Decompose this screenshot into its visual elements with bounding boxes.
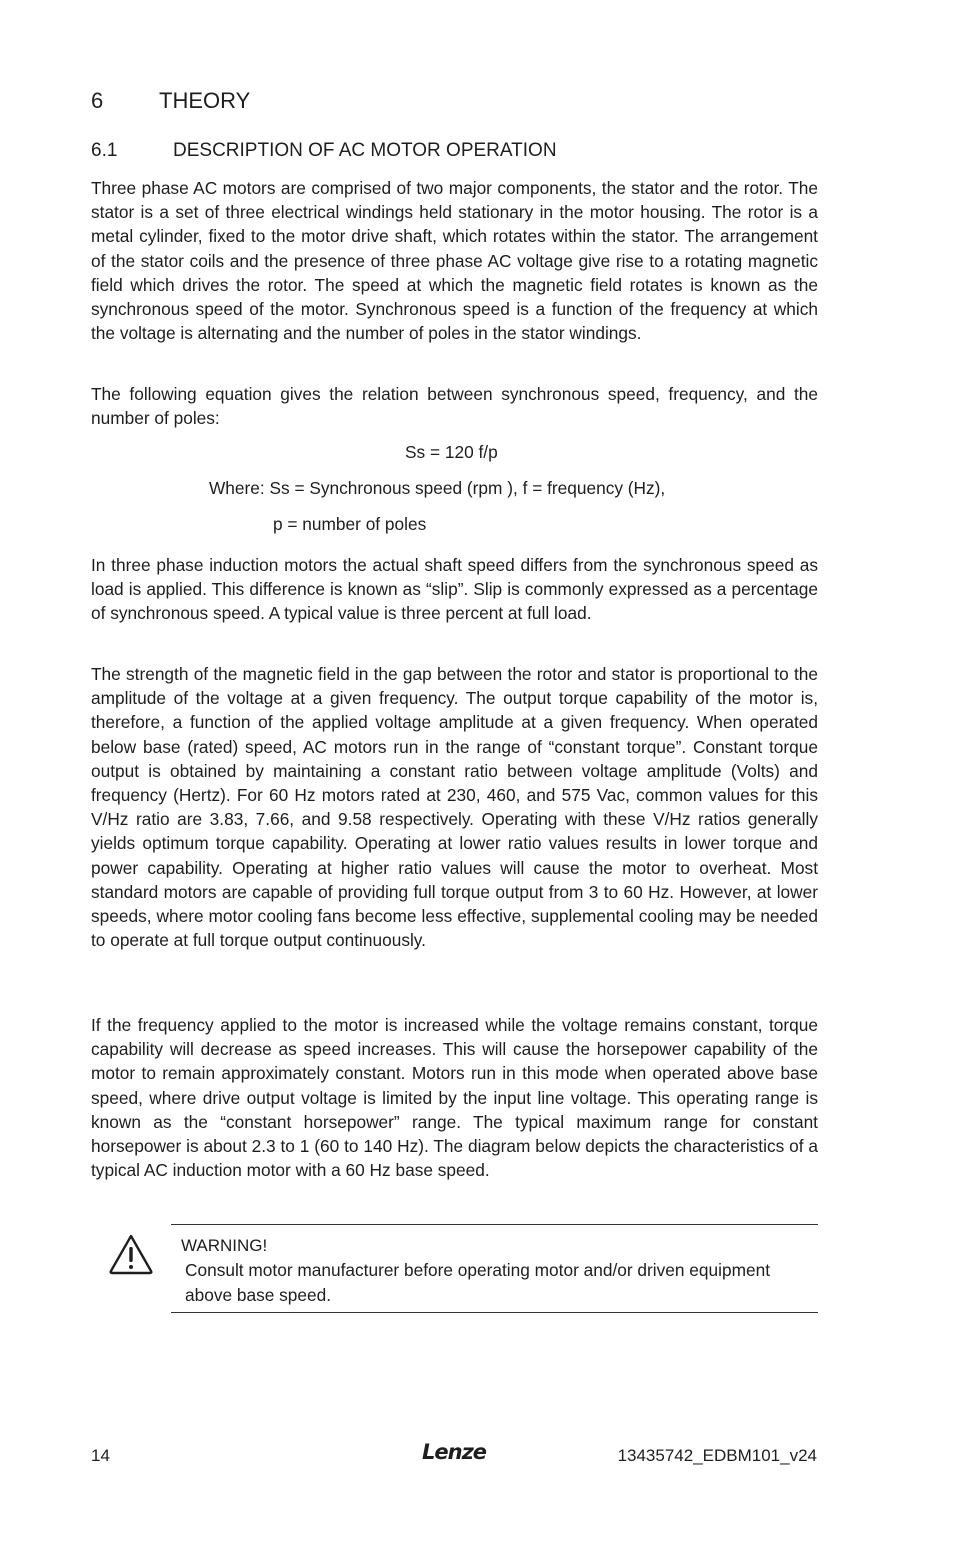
- section-title: THEORY: [159, 88, 251, 113]
- paragraph-equation-intro: The following equation gives the relation between synchronous speed, frequency, and the number of poles:: [91, 384, 818, 429]
- subsection-title: DESCRIPTION OF AC MOTOR OPERATION: [173, 140, 557, 161]
- warning-triangle-icon: [108, 1233, 154, 1275]
- section-heading: [91, 88, 250, 114]
- subsection-number: 6.1: [91, 140, 118, 161]
- equation-formula: Ss = 120 f/p: [405, 442, 498, 462]
- subsection-heading: [91, 140, 557, 162]
- warning-title: WARNING!: [181, 1236, 268, 1255]
- document-id: 13435742_EDBM101_v24: [617, 1446, 817, 1465]
- paragraph-slip: In three phase induction motors the actual shaft speed differs from the synchronous speed as load is applied. This difference is known as “slip”. Slip is commonly expressed as a percentage of synchronous speed. A typical value is three percent at full load.: [91, 555, 818, 624]
- section-number: 6: [91, 88, 104, 113]
- paragraph-constant-horsepower: If the frequency applied to the motor is increased while the voltage remains constant, torque capability will decrease as speed increases. This will cause the horsepower capability of the motor to remain approximately constant. Motors run in this mode when operated above base speed, where drive output voltage is limited by the input line voltage. This operating range is known as the “constant horsepower” range. The typical maximum range for constant horsepower is about 2.3 to 1 (60 to 140 Hz). The diagram below depicts the characteristics of a typical AC induction motor with a 60 Hz base speed.: [91, 1015, 818, 1181]
- paragraph-constant-torque: The strength of the magnetic field in the gap between the rotor and stator is proportional to the amplitude of the voltage at a given frequency. The output torque capability of the motor is, therefore, a function of the applied voltage amplitude at a given frequency. When operated below base (rated) speed, AC motors run in the range of “constant torque”. Constant torque output is obtained by maintaining a constant ratio between voltage amplitude (Volts) and frequency (Hertz). For 60 Hz motors rated at 230, 460, and 575 Vac, common values for this V/Hz ratio are 3.83, 7.66, and 9.58 respectively. Operating with these V/Hz ratios generally yields optimum torque capability. Operating at lower ratio values results in lower torque and power capability. Operating at higher ratio values will cause the motor to overheat. Most standard motors are capable of providing full torque output from 3 to 60 Hz. However, at lower speeds, where motor cooling fans become less effective, supplemental cooling may be needed to operate at full torque output continuously.: [91, 664, 818, 951]
- paragraph-intro: Three phase AC motors are comprised of two major components, the stator and the rotor. The stator is a set of three electrical windings held stationary in the motor housing. The rotor is a metal cylinder, fixed to the motor drive shaft, which rotates within the stator. The arrangement of the stator coils and the presence of three phase AC voltage give rise to a rotating magnetic field which drives the rotor. The speed at which the magnetic field rotates is known as the synchronous speed of the motor. Synchronous speed is a function of the frequency at which the voltage is alternating and the number of poles in the stator windings.: [91, 178, 818, 344]
- warning-text: Consult motor manufacturer before operating motor and/or driven equipment above base speed.: [185, 1260, 770, 1305]
- warning-bottom-rule: [171, 1312, 818, 1313]
- equation-poles-line: p = number of poles: [273, 514, 427, 534]
- warning-top-rule: [171, 1224, 818, 1225]
- page-number: 14: [91, 1446, 110, 1465]
- equation-where-line: Where: Ss = Synchronous speed (rpm ), f = frequency (Hz),: [209, 478, 666, 498]
- lenze-logo: Lenze: [422, 1440, 487, 1464]
